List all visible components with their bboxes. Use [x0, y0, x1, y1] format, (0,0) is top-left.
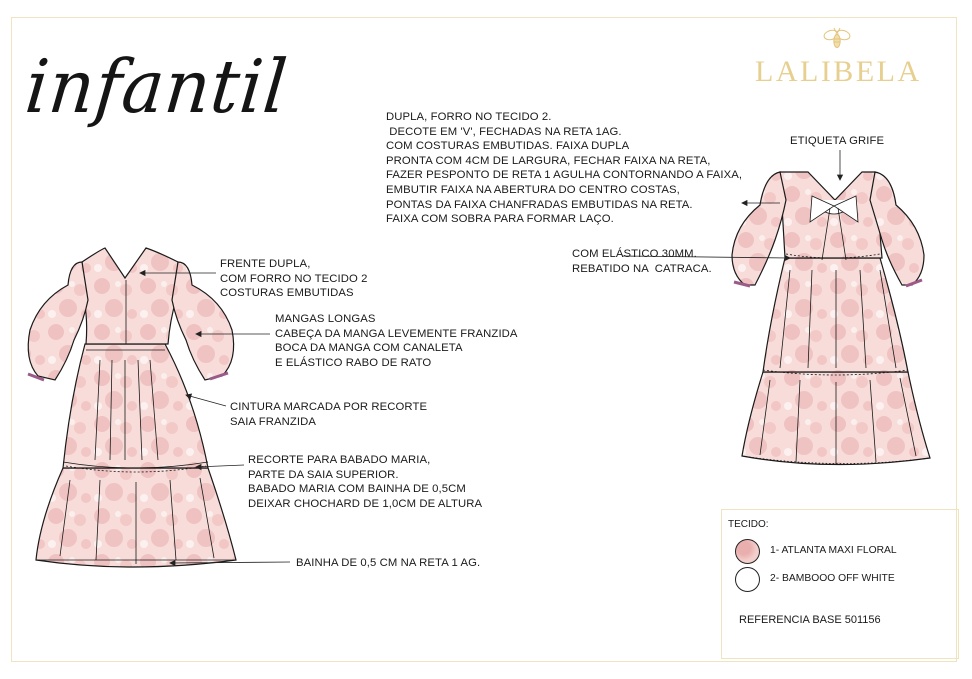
- note-line: MANGAS LONGAS: [275, 313, 376, 325]
- note-line: SAIA FRANZIDA: [230, 415, 317, 428]
- note-line: COSTURAS EMBUTIDAS: [220, 287, 354, 300]
- note-sleeves: [275, 312, 518, 370]
- fabric-legend: [721, 509, 959, 659]
- note-line: COM COSTURAS EMBUTIDAS. FAIXA DUPLA: [386, 140, 630, 153]
- note-hem: [296, 556, 480, 571]
- back-dress-drawing: [732, 172, 930, 465]
- note-line: BOCA DA MANGA COM CANALETA: [275, 342, 463, 355]
- note-line: FRENTE DUPLA,: [220, 258, 311, 270]
- brand-logo: LALIBELA: [755, 55, 922, 88]
- note-line: E ELÁSTICO RABO DE RATO: [275, 356, 432, 369]
- fabric-swatch-off-white: [735, 567, 760, 592]
- note-back-elastic: [572, 247, 712, 276]
- note-line: COM ELÁSTICO 30MM.: [572, 248, 697, 260]
- sheet-title: infantil: [21, 43, 292, 131]
- note-ruffle: [248, 453, 482, 511]
- legend-title: TECIDO:: [728, 519, 769, 530]
- note-line: PARTE DA SAIA SUPERIOR.: [248, 468, 399, 481]
- note-waist: [230, 400, 427, 429]
- note-line: DECOTE EM 'V', FECHADAS NA RETA 1AG.: [386, 125, 622, 138]
- note-line: COM FORRO NO TECIDO 2: [220, 272, 368, 285]
- note-line: BABADO MARIA COM BAINHA DE 0,5CM: [248, 483, 466, 496]
- note-line: PRONTA COM 4CM DE LARGURA, FECHAR FAIXA NA RETA,: [386, 154, 711, 167]
- note-line: CABEÇA DA MANGA LEVEMENTE FRANZIDA: [275, 327, 518, 340]
- note-line: DUPLA, FORRO NO TECIDO 2.: [386, 111, 552, 123]
- note-line: RECORTE PARA BABADO MARIA,: [248, 454, 431, 466]
- note-line: FAIXA COM SOBRA PARA FORMAR LAÇO.: [386, 213, 614, 226]
- note-line: FAZER PESPONTO DE RETA 1 AGULHA CONTORNANDO A FAIXA,: [386, 169, 743, 182]
- reference-code: REFERENCIA BASE 501156: [739, 614, 881, 626]
- fabric-swatch-floral: [735, 539, 760, 564]
- note-line: EMBUTIR FAIXA NA ABERTURA DO CENTRO COSTAS,: [386, 183, 680, 196]
- note-line: ETIQUETA GRIFE: [790, 135, 885, 147]
- note-line: CINTURA MARCADA POR RECORTE: [230, 401, 428, 413]
- note-front-double: [220, 257, 368, 301]
- note-line: REBATIDO NA CATRACA.: [572, 262, 712, 275]
- note-line: DEIXAR CHOCHARD DE 1,0CM DE ALTURA: [248, 497, 483, 510]
- note-label: [790, 134, 884, 149]
- front-dress-drawing: [28, 248, 236, 567]
- note-line: PONTAS DA FAIXA CHANFRADAS EMBUTIDAS NA RETA.: [386, 198, 693, 211]
- fabric-label: 1- ATLANTA MAXI FLORAL: [770, 545, 897, 556]
- note-line: BAINHA DE 0,5 CM NA RETA 1 AG.: [296, 557, 481, 569]
- note-back-construction: [386, 110, 742, 227]
- fabric-label: 2- BAMBOOO OFF WHITE: [770, 573, 895, 584]
